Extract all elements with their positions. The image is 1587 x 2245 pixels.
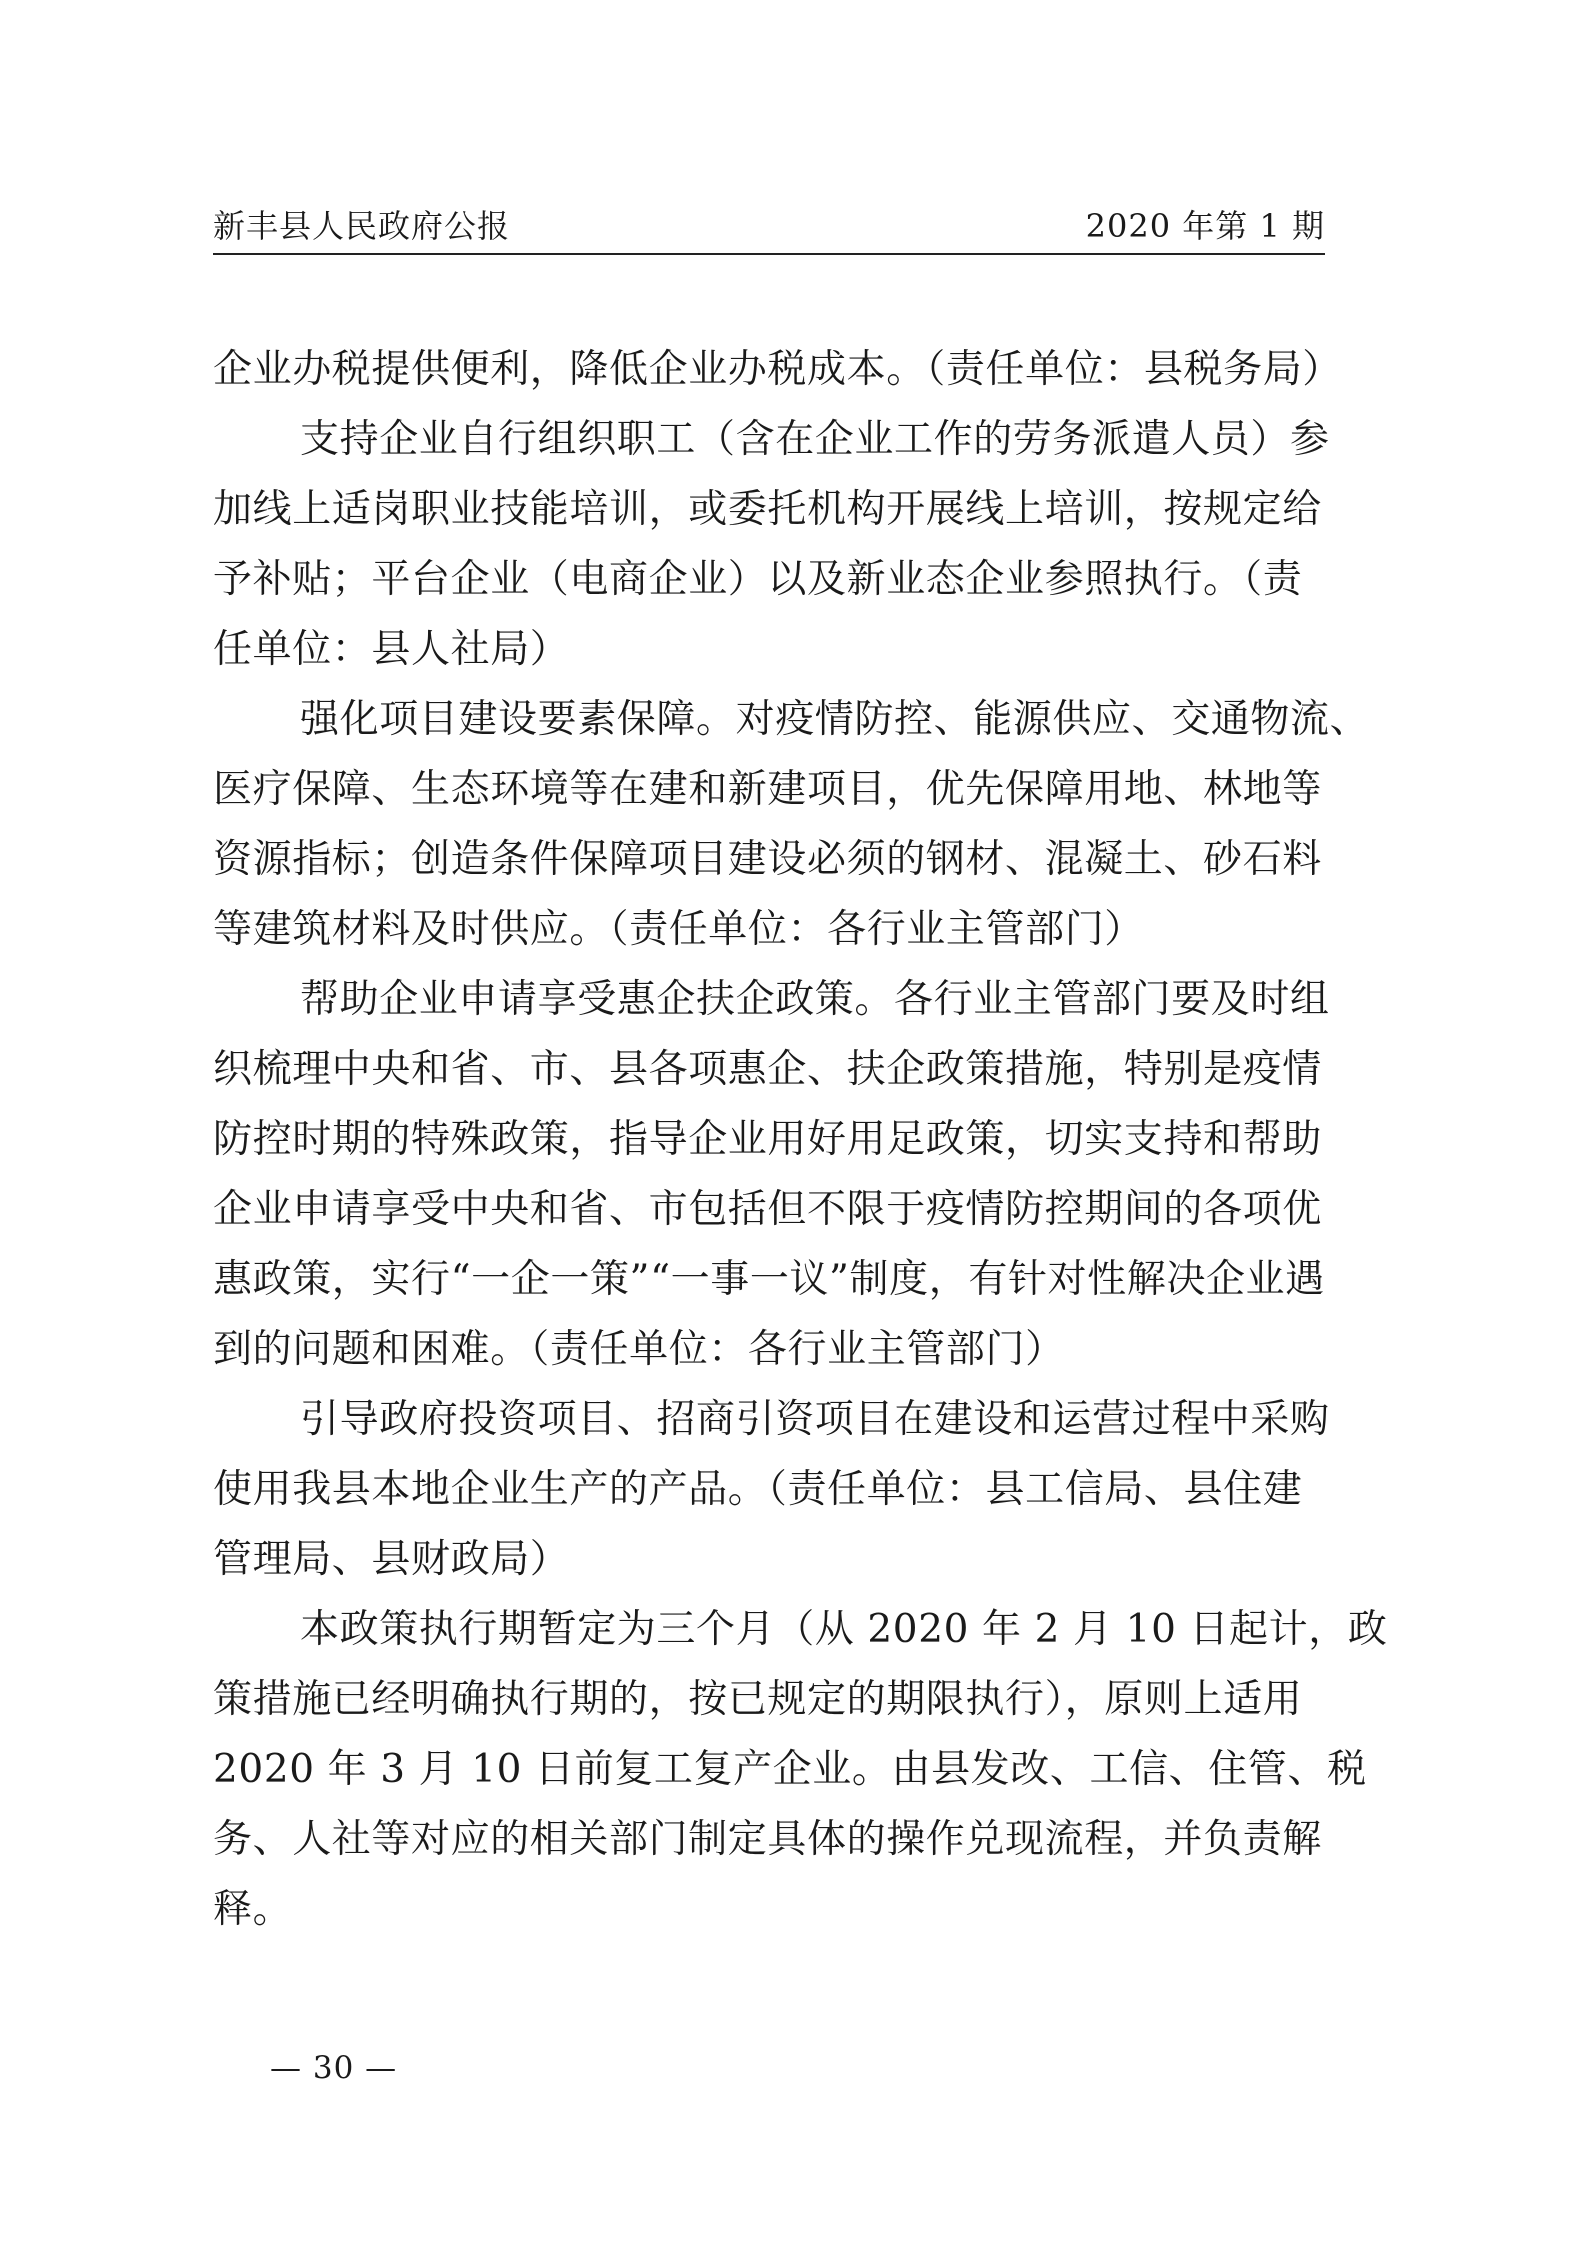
text-line: 务、人社等对应的相关部门制定具体的操作兑现流程，并负责解 (213, 1817, 1322, 1862)
text-line: 防控时期的特殊政策，指导企业用好用足政策，切实支持和帮助 (213, 1117, 1322, 1162)
text-line: 2020 年 3 月 10 日前复工复产企业。由县发改、工信、住管、税 (213, 1747, 1367, 1792)
text-line: 到的问题和困难。（责任单位：各行业主管部门） (213, 1327, 1065, 1372)
text-line: 资源指标；创造条件保障项目建设必须的钢材、混凝土、砂石料 (213, 837, 1322, 882)
text-line: 予补贴；平台企业（电商企业）以及新业态企业参照执行。（责 (213, 557, 1303, 602)
text-line: 医疗保障、生态环境等在建和新建项目，优先保障用地、林地等 (213, 767, 1322, 812)
text-line: 企业办税提供便利，降低企业办税成本。（责任单位：县税务局） (213, 347, 1342, 392)
paragraph-first-line: 强化项目建设要素保障。对疫情防控、能源供应、交通物流、 (300, 697, 1370, 742)
paragraph-first-line: 帮助企业申请享受惠企扶企政策。各行业主管部门要及时组 (300, 977, 1330, 1022)
text-line: 企业申请享受中央和省、市包括但不限于疫情防控期间的各项优 (213, 1187, 1322, 1232)
issue-number: 2020 年第 1 期 (1085, 207, 1325, 245)
text-line: 使用我县本地企业生产的产品。（责任单位：县工信局、县住建 (213, 1467, 1303, 1512)
paragraph-first-line: 本政策执行期暂定为三个月（从 2020 年 2 月 10 日起计，政 (300, 1607, 1388, 1652)
publication-title: 新丰县人民政府公报 (213, 207, 511, 245)
paragraph-first-line: 支持企业自行组织职工（含在企业工作的劳务派遣人员）参 (300, 417, 1330, 462)
paragraph-first-line: 引导政府投资项目、招商引资项目在建设和运营过程中采购 (300, 1397, 1330, 1442)
text-line: 任单位：县人社局） (213, 627, 570, 672)
text-line: 加线上适岗职业技能培训，或委托机构开展线上培训，按规定给 (213, 487, 1322, 532)
page-number: — 30 — (270, 2050, 398, 2086)
text-line: 管理局、县财政局） (213, 1537, 570, 1582)
text-line: 等建筑材料及时供应。（责任单位：各行业主管部门） (213, 907, 1144, 952)
text-line: 策措施已经明确执行期的，按已规定的期限执行），原则上适用 (213, 1677, 1303, 1722)
running-header (213, 207, 1325, 255)
text-line: 释。 (213, 1887, 293, 1932)
text-line: 惠政策，实行“一企一策”“一事一议”制度，有针对性解决企业遇 (213, 1257, 1325, 1302)
text-line: 织梳理中央和省、市、县各项惠企、扶企政策措施，特别是疫情 (213, 1047, 1322, 1092)
